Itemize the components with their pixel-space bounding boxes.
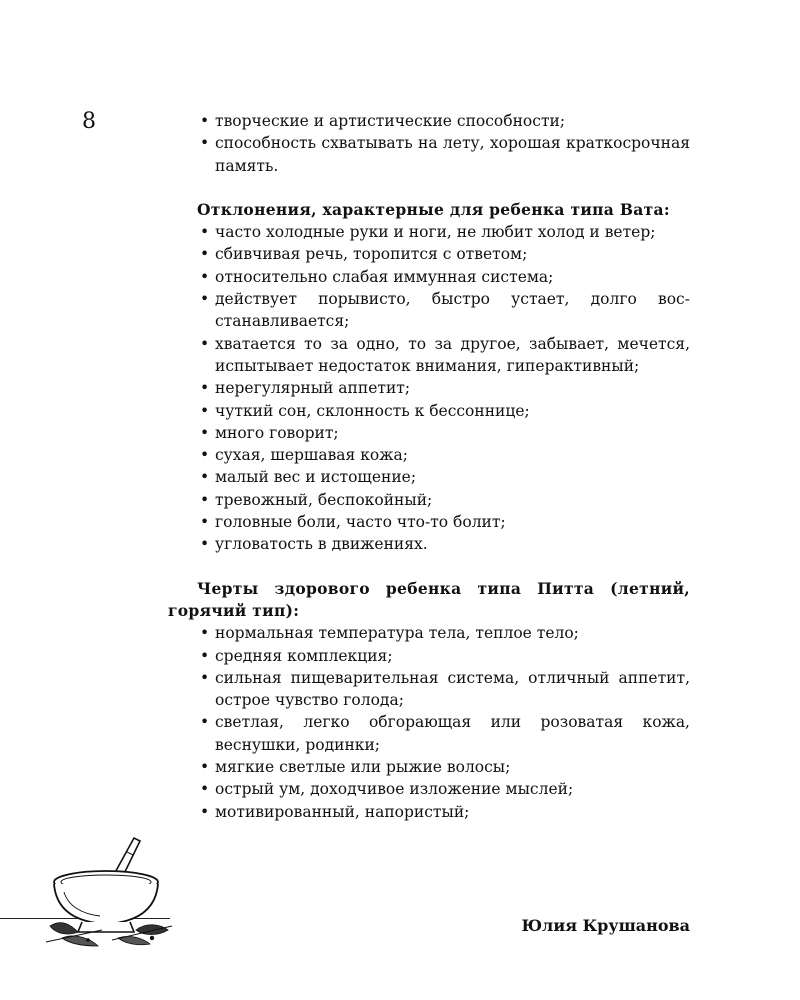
list-item: • мотивированный, напористый; [168,801,690,823]
list-item: • головные боли, часто что-то болит; [168,511,690,533]
section-heading-deviations: Отклонения, характерные для ребенка типа Вата: [197,199,670,219]
mortar-and-pestle-icon [42,830,182,950]
list-item: • часто холодные руки и ноги, не любит холод и ветер; [168,221,690,243]
list-item: • нерегулярный аппетит; [168,377,690,399]
list-item: • сильная пищеварительная система, отличный аппетит, острое чувство голода; [168,667,690,712]
pitta-bullet-list [168,622,690,823]
list-item: • сухая, шершавая кожа; [168,444,690,466]
list-item: • светлая, легко обгорающая или розоватая кожа, веснушки, родинки; [168,711,690,756]
list-item: • хватается то за одно, то за другое, забывает, мечется, испытывает недостаток внимания, гиперактивный; [168,333,690,378]
list-item: • мягкие светлые или рыжие волосы; [168,756,690,778]
list-item: • малый вес и истощение; [168,466,690,488]
list-item: • нормальная температура тела, теплое тело; [168,622,690,644]
list-item: • острый ум, доходчивое изложение мыслей; [168,778,690,800]
intro-bullet-list [168,110,690,177]
page-content [168,110,690,823]
list-item: • относительно слабая иммунная система; [168,266,690,288]
deviations-bullet-list [168,221,690,555]
list-item: • средняя комплекция; [168,645,690,667]
page-number: 8 [82,109,96,134]
list-item: • тревожный, беспокойный; [168,489,690,511]
list-item: • сбивчивая речь, торопится с ответом; [168,243,690,265]
footer-author: Юлия Крушанова [521,916,690,935]
list-item: • творческие и артистические способности; [168,110,690,132]
list-item: • действует порывисто, быстро устает, долго восстанавливается; [168,288,690,333]
list-item: • способность схватывать на лету, хорошая краткосрочная память. [168,132,690,177]
section-heading-pitta: Черты здорового ребенка типа Питта (летний, горячий тип): [168,578,690,620]
list-item: • чуткий сон, склонность к бессоннице; [168,400,690,422]
list-item: • много говорит; [168,422,690,444]
list-item: • угловатость в движениях. [168,533,690,555]
